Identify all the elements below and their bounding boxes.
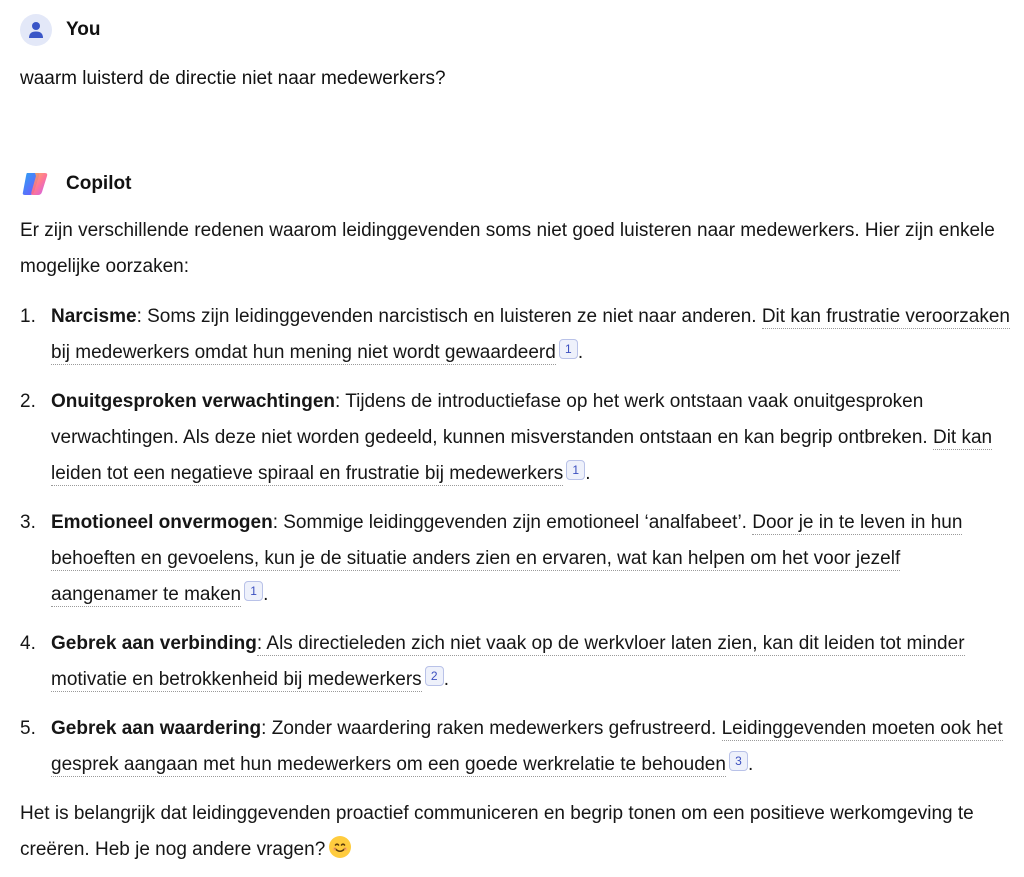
reason-term: Gebrek aan verbinding <box>51 633 257 654</box>
cited-passage[interactable]: Leidinggevenden moeten ook het gesprek aangaan met hun medewerkers om een goede werkrelatie te behouden <box>51 718 1003 775</box>
reason-number: 3. <box>20 512 36 533</box>
cited-passage[interactable]: Door je in te leven in hun behoeften en gevoelens, kun je de situatie anders zien en ervaren, wat kan helpen om het voor jezelf aangenamer te maken <box>51 512 963 605</box>
reason-item <box>20 711 1010 783</box>
reason-body <box>51 299 1010 371</box>
user-message-text: waarm luisterd de directie niet naar medewerkers? <box>20 68 446 89</box>
reason-text: : Soms zijn leidinggevenden narcistisch en luisteren ze niet naar anderen. <box>136 306 762 327</box>
citation-badge[interactable]: 1 <box>244 581 263 601</box>
cited-passage[interactable]: : Als directieleden zich niet vaak op de werkvloer laten zien, kan dit leiden tot minder motivatie en betrokkenheid bij medewerkers <box>51 633 965 690</box>
cited-passage[interactable]: Dit kan leiden tot een negatieve spiraal en frustratie bij medewerkers <box>51 427 993 484</box>
user-message-header <box>20 14 100 46</box>
closing-text: Het is belangrijk dat leidinggevenden proactief communiceren en begrip tonen om een positieve werkomgeving te creëren. Heb je nog andere vragen? <box>20 803 974 860</box>
citation-badge[interactable]: 2 <box>425 666 444 686</box>
smiling-face-emoji-icon <box>329 836 351 858</box>
reason-item <box>20 299 1010 371</box>
citation-badge[interactable]: 1 <box>559 339 578 359</box>
reason-text: : Tijdens de introductiefase op het werk ontstaan vaak onuitgesproken verwachtingen. Als deze niet worden gedeeld, kunnen misverstanden ontstaan en kan begrip ontbreken. <box>51 391 933 448</box>
reason-body <box>51 384 1010 492</box>
reasons-list <box>20 299 1010 783</box>
citation-badge[interactable]: 3 <box>729 751 748 771</box>
reason-term: Onuitgesproken verwachtingen <box>51 391 335 412</box>
reason-item <box>20 626 1010 698</box>
reason-number: 2. <box>20 391 36 412</box>
answer-intro: Er zijn verschillende redenen waarom leidinggevenden soms niet goed luisteren naar medewerkers. Hier zijn enkele mogelijke oorzaken: <box>20 220 995 277</box>
reason-item <box>20 505 1010 613</box>
reason-body <box>51 505 1010 613</box>
reason-term: Emotioneel onvermogen <box>51 512 273 533</box>
citation-badge[interactable]: 1 <box>566 460 585 480</box>
reason-body <box>51 626 1010 698</box>
reason-text: : Sommige leidinggevenden zijn emotioneel ‘analfabeet’. <box>272 512 753 533</box>
reason-number: 4. <box>20 633 36 654</box>
reason-period: . <box>443 669 449 690</box>
reason-period: . <box>585 463 591 484</box>
reason-text: : Zonder waardering raken medewerkers gefrustreerd. <box>261 718 722 739</box>
reason-number: 5. <box>20 718 36 739</box>
user-avatar-icon <box>20 14 52 46</box>
copilot-answer <box>20 213 1010 868</box>
user-sender-name: You <box>66 19 101 40</box>
copilot-sender-name: Copilot <box>66 173 132 194</box>
cited-passage[interactable]: Dit kan frustratie veroorzaken bij medewerkers omdat hun mening niet wordt gewaardeerd <box>51 306 1010 363</box>
reason-body <box>51 711 1010 783</box>
reason-term: Gebrek aan waardering <box>51 718 262 739</box>
answer-closing <box>20 796 1010 868</box>
reason-period: . <box>747 754 754 775</box>
copilot-logo-icon <box>20 168 52 200</box>
reason-item <box>20 384 1010 492</box>
reason-period: . <box>577 342 584 363</box>
reason-number: 1. <box>20 306 36 327</box>
reason-period: . <box>263 584 269 605</box>
copilot-message-header <box>20 168 131 200</box>
reason-term: Narcisme <box>51 306 137 327</box>
